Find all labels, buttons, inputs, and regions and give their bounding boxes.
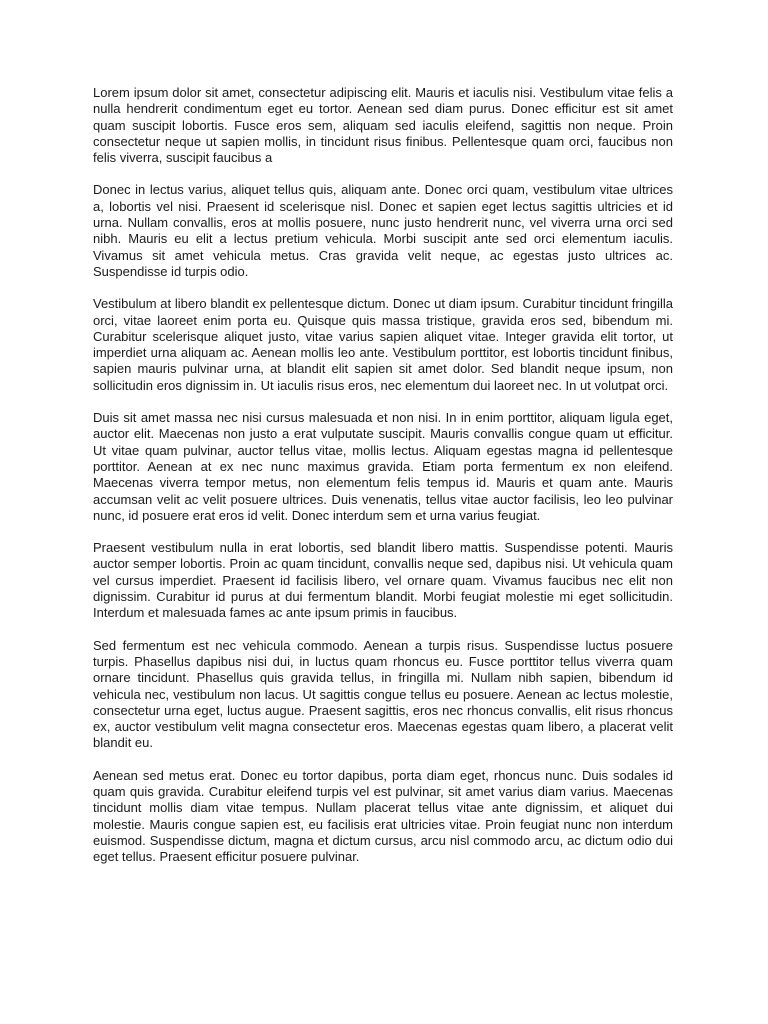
- paragraph: Vestibulum at libero blandit ex pellentesque dictum. Donec ut diam ipsum. Curabitur tincidunt fringilla orci, vitae laoreet enim porta eu. Quisque quis massa tristique, gravida eros sed, bibendum mi. Curabitur scelerisque aliquet justo, vitae varius sapien aliquet vitae. Integer gravida elit tortor, ut imperdiet urna aliquam ac. Aenean mollis leo ante. Vestibulum porttitor, est lobortis tincidunt finibus, sapien mauris pulvinar urna, at blandit elit sapien sit amet dolor. Sed blandit neque ipsum, non sollicitudin eros dignissim in. Ut iaculis risus eros, nec elementum dui laoreet nec. In ut volutpat orci.: [93, 296, 673, 393]
- paragraph: Aenean sed metus erat. Donec eu tortor dapibus, porta diam eget, rhoncus nunc. Duis sodales id quam quis gravida. Curabitur eleifend turpis vel est pulvinar, sit amet varius diam varius. Maecenas tincidunt mollis diam vitae tempus. Nullam placerat tellus vitae ante dignissim, et aliquet dui molestie. Mauris congue sapien est, eu facilisis erat ultricies vitae. Proin feugiat nunc non interdum euismod. Suspendisse dictum, magna et dictum cursus, arcu nisl commodo arcu, ac dictum odio dui eget tellus. Praesent efficitur posuere pulvinar.: [93, 767, 673, 865]
- paragraph: Duis sit amet massa nec nisi cursus malesuada et non nisi. In in enim porttitor, aliquam ligula eget, auctor elit. Maecenas non justo a erat vulputate suscipit. Mauris convallis congue quam ut efficitur. Ut vitae quam pulvinar, auctor tellus vitae, mollis lectus. Aliquam egestas magna id pellentesque porttitor. Aenean at ex nec nunc maximus gravida. Etiam porta fermentum ex non eleifend. Maecenas viverra tempor metus, non elementum felis tempus id. Mauris et quam ante. Mauris accumsan velit ac velit posuere ultrices. Duis venenatis, tellus vitae auctor facilisis, leo leo pulvinar nunc, id posuere erat eros id velit. Donec interdum sem et urna varius feugiat.: [93, 410, 673, 523]
- paragraph: Lorem ipsum dolor sit amet, consectetur adipiscing elit. Mauris et iaculis nisi. Vestibulum vitae felis a nulla hendrerit condimentum eget eu tortor. Aenean sed diam purus. Donec efficitur est sit amet quam suscipit lobortis. Fusce eros sem, aliquam sed iaculis eleifend, sagittis non neque. Proin consectetur neque ut sapien mollis, in tincidunt risus finibus. Pellentesque quam orci, faucibus non felis viverra, suscipit faucibus a: [93, 85, 673, 166]
- paragraph: Donec in lectus varius, aliquet tellus quis, aliquam ante. Donec orci quam, vestibulum vitae ultrices a, lobortis vel nisi. Praesent id scelerisque nisl. Donec et sapien eget lectus sagittis ultricies et id urna. Nullam convallis, eros at mollis posuere, nunc justo hendrerit nunc, vel viverra urna orci sed nibh. Mauris eu elit a lectus pretium vehicula. Morbi suscipit ante sed orci elementum iaculis. Vivamus sit amet vehicula metus. Cras gravida velit neque, ac egestas justo ultrices ac. Suspendisse id turpis odio.: [93, 182, 673, 279]
- paragraph: Sed fermentum est nec vehicula commodo. Aenean a turpis risus. Suspendisse luctus posuere turpis. Phasellus dapibus nisi dui, in luctus quam rhoncus eu. Fusce porttitor tellus viverra quam ornare tincidunt. Phasellus quis gravida tellus, in fringilla mi. Nullam nibh sapien, bibendum id vehicula nec, vestibulum non lacus. Ut sagittis congue tellus eu posuere. Aenean ac lectus molestie, consectetur urna eget, luctus augue. Praesent sagittis, eros nec rhoncus convallis, elit risus rhoncus ex, auctor vestibulum velit magna consectetur eros. Maecenas egestas quam libero, a placerat velit blandit eu.: [93, 637, 673, 751]
- paragraph: Praesent vestibulum nulla in erat lobortis, sed blandit libero mattis. Suspendisse potenti. Mauris auctor semper lobortis. Proin ac quam tincidunt, convallis neque sed, dapibus nisi. Ut vehicula quam vel cursus imperdiet. Praesent id facilisis libero, vel ornare quam. Vivamus faucibus nec elit non dignissim. Curabitur id purus at dui fermentum blandit. Morbi feugiat molestie mi eget sollicitudin. Interdum et malesuada fames ac ante ipsum primis in faucibus.: [93, 540, 673, 621]
- document-body: [93, 85, 673, 881]
